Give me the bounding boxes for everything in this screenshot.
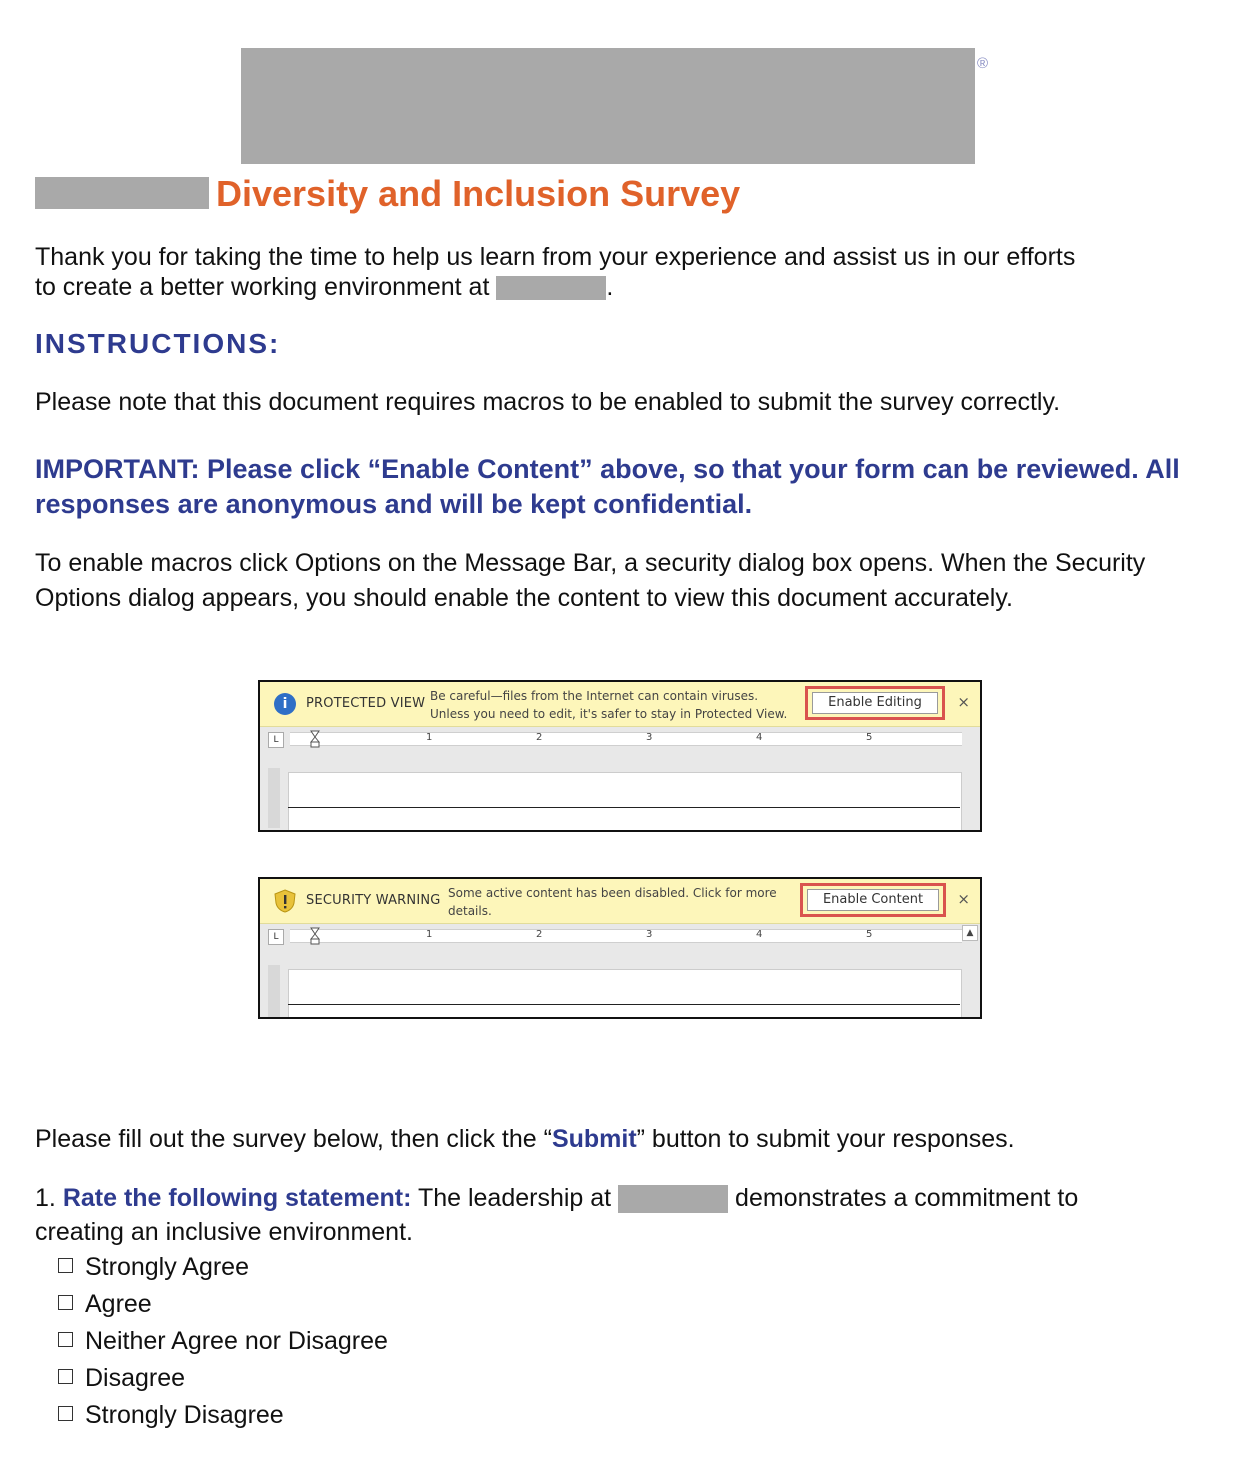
intro-period: . [606, 273, 614, 301]
checkbox-icon[interactable] [58, 1406, 73, 1421]
security-warning-message-bar [260, 879, 980, 924]
checkbox-icon[interactable] [58, 1369, 73, 1384]
page-title: Diversity and Inclusion Survey [216, 173, 741, 214]
close-icon[interactable]: × [957, 890, 970, 908]
document-page-area [288, 969, 962, 1019]
option-strongly-agree[interactable] [58, 1252, 249, 1282]
question-text-after: demonstrates a commitment to [735, 1184, 1079, 1212]
ruler-number: 5 [866, 732, 873, 743]
checkbox-icon[interactable] [58, 1295, 73, 1310]
horizontal-ruler [290, 732, 962, 746]
option-agree[interactable] [58, 1289, 152, 1319]
indent-marker-icon [310, 927, 320, 945]
intro-line-2 [35, 272, 613, 302]
info-icon: i [274, 693, 296, 715]
protected-view-message-bar [260, 682, 980, 727]
enable-editing-highlight [805, 686, 945, 720]
important-notice: IMPORTANT: Please click “Enable Content” above, so that your form can be reviewed. All responses are anonymous and will be kept confidential. [35, 454, 1180, 519]
macros-note: Please note that this document requires macros to be enabled to submit the survey correctly. [35, 388, 1061, 416]
protected-view-label: PROTECTED VIEW [306, 696, 426, 711]
redacted-company-inline [618, 1185, 728, 1213]
enable-content-highlight [800, 883, 946, 917]
redacted-logo [241, 48, 975, 164]
option-label: Neither Agree nor Disagree [85, 1327, 388, 1355]
intro-line-2-text: to create a better working environment at [35, 273, 490, 301]
question-text-before: The leadership at [417, 1184, 612, 1212]
option-label: Strongly Disagree [85, 1401, 284, 1429]
warning-shield-icon [274, 889, 296, 913]
question-1-line-2: creating an inclusive environment. [35, 1218, 413, 1246]
redacted-company-inline [496, 276, 606, 300]
question-1 [35, 1183, 1078, 1213]
ruler-number: 4 [756, 732, 763, 743]
page-line [288, 1004, 960, 1005]
checkbox-icon[interactable] [58, 1258, 73, 1273]
option-label: Agree [85, 1290, 152, 1318]
page-line [288, 807, 960, 808]
option-label: Strongly Agree [85, 1253, 249, 1281]
ruler-number: 3 [646, 929, 653, 940]
enable-content-button[interactable]: Enable Content [807, 889, 939, 911]
security-warning-message-line-2: details. [448, 904, 492, 918]
close-icon[interactable]: × [957, 693, 970, 711]
question-number: 1. [35, 1184, 56, 1212]
protected-view-message-line-1: Be careful—files from the Internet can contain viruses. [430, 689, 759, 703]
option-disagree[interactable] [58, 1363, 185, 1393]
vertical-ruler [268, 768, 280, 828]
ruler-number: 2 [536, 929, 543, 940]
tab-selector-icon: L [268, 732, 284, 748]
option-neither[interactable] [58, 1326, 388, 1356]
enable-editing-button[interactable]: Enable Editing [812, 692, 938, 714]
vertical-ruler [268, 965, 280, 1019]
fill-out-text-after: ” button to submit your responses. [636, 1125, 1015, 1153]
fill-out-instruction [35, 1124, 1015, 1154]
horizontal-ruler [290, 929, 962, 943]
scroll-up-arrow-icon[interactable]: ▲ [962, 925, 978, 941]
enable-macros-instructions: To enable macros click Options on the Message Bar, a security dialog box opens. When the Security Options dialog appears, you should enable the content to view this document accurately. [35, 549, 1146, 612]
ruler-number: 4 [756, 929, 763, 940]
checkbox-icon[interactable] [58, 1332, 73, 1347]
security-warning-message [448, 884, 788, 920]
indent-marker-icon [310, 730, 320, 748]
protected-view-message [430, 687, 810, 723]
security-warning-screenshot [258, 877, 982, 1019]
ruler-number: 2 [536, 732, 543, 743]
document-page-area [288, 772, 962, 832]
ruler-number: 1 [426, 929, 433, 940]
instructions-heading: INSTRUCTIONS: [35, 328, 281, 359]
protected-view-message-line-2: Unless you need to edit, it's safer to stay in Protected View. [430, 707, 788, 721]
security-warning-label: SECURITY WARNING [306, 893, 441, 908]
security-warning-message-line-1: Some active content has been disabled. Click for more [448, 886, 777, 900]
protected-view-screenshot [258, 680, 982, 832]
intro-line-1: Thank you for taking the time to help us learn from your experience and assist us in our efforts [35, 243, 1076, 271]
option-strongly-disagree[interactable] [58, 1400, 284, 1430]
tab-selector-icon: L [268, 929, 284, 945]
fill-out-text-before: Please fill out the survey below, then click the “ [35, 1125, 552, 1153]
redacted-company-name [35, 177, 209, 209]
question-prompt: Rate the following statement: [62, 1184, 412, 1212]
ruler-number: 3 [646, 732, 653, 743]
option-label: Disagree [85, 1364, 186, 1392]
ruler-number: 1 [426, 732, 433, 743]
registered-mark-icon: ® [977, 55, 989, 72]
ruler-number: 5 [866, 929, 873, 940]
submit-reference: Submit [551, 1125, 637, 1153]
